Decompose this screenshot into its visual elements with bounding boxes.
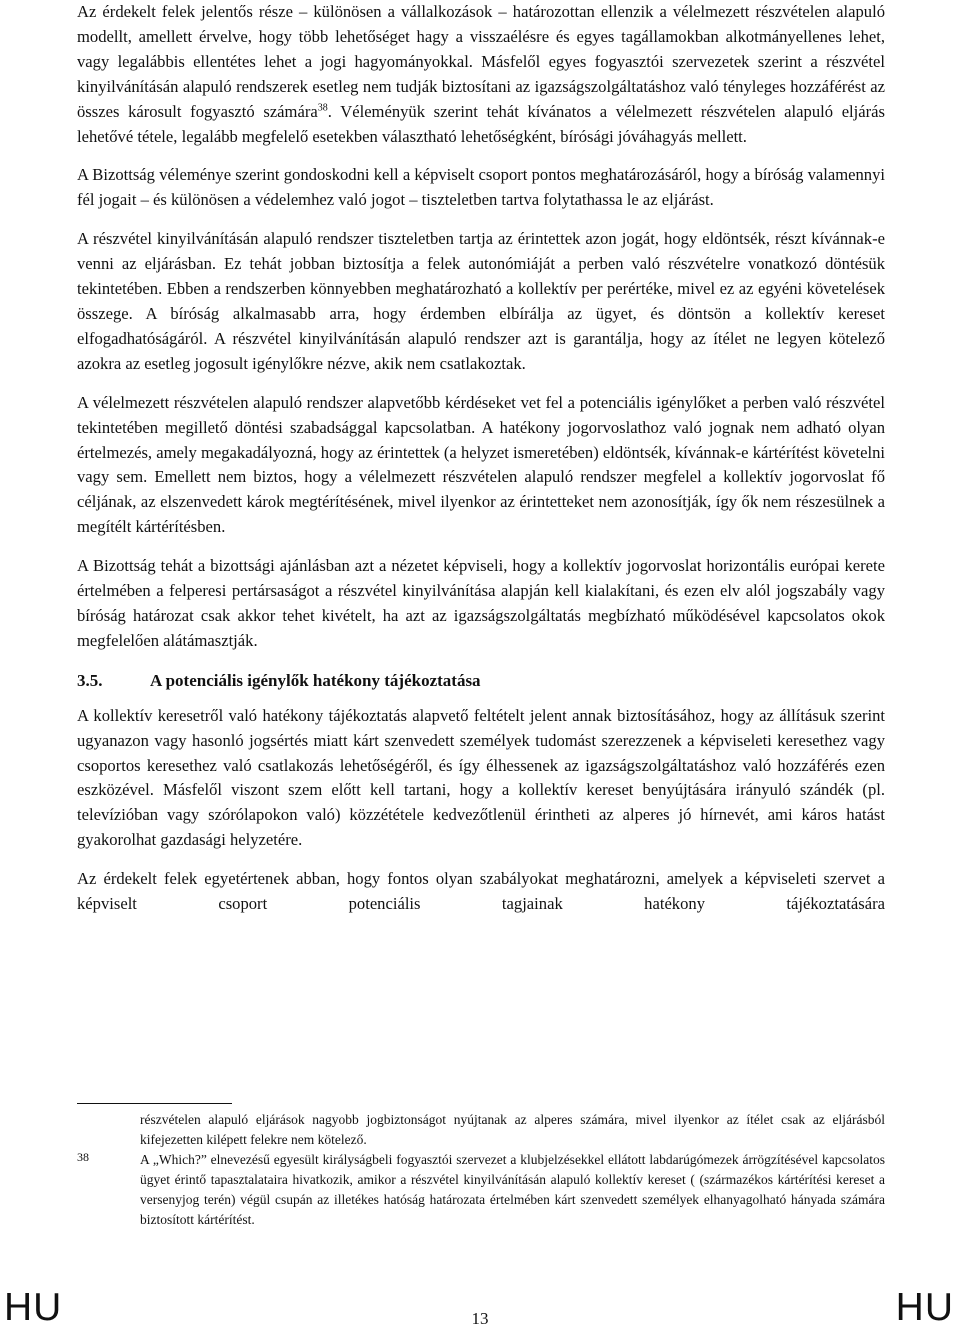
paragraph-6: A kollektív keresetről való hatékony tájékoztatás alapvető feltételt jelent annak biztosításához, hogy az állításuk szerint ugyanazon vagy hasonló jogsértés miatt kárt szenvedett személyek tudomást szerezzenek a képviseleti keresethez vagy csoportos keresethez való csatlakozás lehetőségéről, és így élhessenek az igazságszolgáltatáshoz való hozzáférés ezen eszközével. Másfelől viszont szem előtt kell tartani, hogy a kollektív kereset benyújtására irányuló szándék (pl. televízióban vagy szórólapokon való) közzététele kedvezőtlenül érintheti az alperes jó hírnevét, ami káros hatást gyakorolhat gazdasági helyzetére.	[77, 705, 885, 850]
paragraph-1	[77, 0, 885, 149]
language-code-left: HU	[4, 1286, 63, 1329]
paragraph-5: A Bizottság tehát a bizottsági ajánlásban azt a nézetet képviseli, hogy a kollektív jogorvoslat horizontális európai kerete értelmében a felperesi pertársaságot a részvétel kinyilvánítása alapján kell kialakítani, és ezen elv alól jogszabály vagy bíróság határozat csak akkor tehet kivételt, ha azt az igazságszolgáltatás megbízható működésével kapcsolatos okok megfelelően alátámasztják.	[77, 556, 885, 650]
paragraph-1-text-cont: . Véleményük szerint tehát kívánatos a vélelmezett részvételen alapuló eljárás lehetővé tétele, legalább megfelelő esetekben választható lehetőségként, bírósági jóváhagyás mellett.	[77, 101, 885, 146]
main-text	[77, 0, 885, 917]
paragraph-3: A részvétel kinyilvánításán alapuló rendszer tiszteletben tartja az érintettek azon jogát, hogy eldöntsék, részt kívánnak-e venni az eljárásban. Ez tehát jobban biztosítja a felek autonómiáját a perben való részvételre vonatkozó döntésük tekintetében. Ebben a rendszerben könnyebben meghatározható a kollektív per perértéke, mivel ez az egyéni követelések összege. A bíróság alkalmasabb arra, hogy érdemben elbírálja az ügyet, és döntsön a kollektív kereset elfogadhatóságáról. A részvétel kinyilvánításán alapuló rendszer azt is garantálja, hogy az ítélet ne legyen kötelező azokra az esetleg jogosult igénylőkre nézve, akik nem csatlakoztak.	[77, 229, 885, 373]
paragraph-4: A vélelmezett részvételen alapuló rendszer alapvetőbb kérdéseket vet fel a potenciális igénylőket a perben való részvétel tekintetében megillető döntési szabadsággal kapcsolatban. A hatékony jogorvoslathoz való jognak nem adható olyan értelmezés, amely megakadályozná, hogy az érintettek (a helyzet ismeretében) eldöntsék, kívánnak-e kártérítést követelni vagy sem. Emellett nem biztos, hogy a vélelmezett részvételen alapuló rendszer megfelel a kollektív jogorvoslat fő céljának, az elszenvedett károk megtérítésének, mivel ilyenkor az érintetteket nem azonosítják, így ők nem részesülnek a megítélt kártérítésben.	[77, 392, 885, 537]
footnote	[77, 1110, 885, 1229]
section-number: 3.5.	[77, 670, 103, 690]
section-title: A potenciális igénylők hatékony tájékoztatása	[150, 670, 481, 690]
footnote-text-2: A „Which?” elnevezésű egyesült királyságbeli fogyasztói szervezet a klubjelzésekkel ellátott labdarúgómezek árrögzítésével kapcsolatos ügyet érintő tapasztalataira hivatkozik, amikor a részvétel kinyilvánításán alapuló kollektív kereset ( (származékos kártérítési kereset a versenyjog terén) végül csupán az illetékes hatóság határozata értelmében kárt szenvedett személyek elhanyagolható hányada számára biztosított kártérítést.	[140, 1151, 885, 1227]
paragraph-7: Az érdekelt felek egyetértenek abban, hogy fontos olyan szabályokat meghatározni, amelyek a képviseleti szervet a képviselt csoport potenciális tagjainak hatékony tájékoztatására	[77, 869, 885, 914]
footnote-separator	[77, 1103, 232, 1104]
language-code-right: HU	[895, 1286, 954, 1329]
paragraph-2: A Bizottság véleménye szerint gondoskodni kell a képviselt csoport pontos meghatározásáról, hogy a bíróság valamennyi fél jogait – és különösen a védelemhez való jogot – tiszteletben tartva folytathassa le az eljárást.	[77, 165, 885, 210]
footnote-number: 38	[77, 1150, 89, 1164]
paragraph-1-text: Az érdekelt felek jelentős része – különösen a vállalkozások – határozottan ellenzik a vélelmezett részvételen alapuló modellt, amellett érvelve, hogy több lehetőséget hagy a visszaélésre és egyes tagállamokban alkotmányellenes lehet, vagy legalábbis ellentétes lehet a jogi hagyományokkal. Másfelől egyes fogyasztói szervezetek szerint a részvétel kinyilvánításán alapuló rendszerek esetleg nem tudják biztosítani az igazságszolgáltatáshoz való tényleges hozzáférést az összes károsult fogyasztó számára	[77, 2, 885, 121]
footnote-reference[interactable]: 38	[317, 102, 328, 114]
section-heading	[77, 668, 885, 694]
footnote-text-1: részvételen alapuló eljárások nagyobb jogbiztonságot nyújtanak az alperes számára, mivel ilyenkor az ítélet csak az eljárásból kifejezetten kilépett felekre nem kötelező.	[140, 1112, 885, 1147]
page-number: 13	[471, 1309, 489, 1328]
